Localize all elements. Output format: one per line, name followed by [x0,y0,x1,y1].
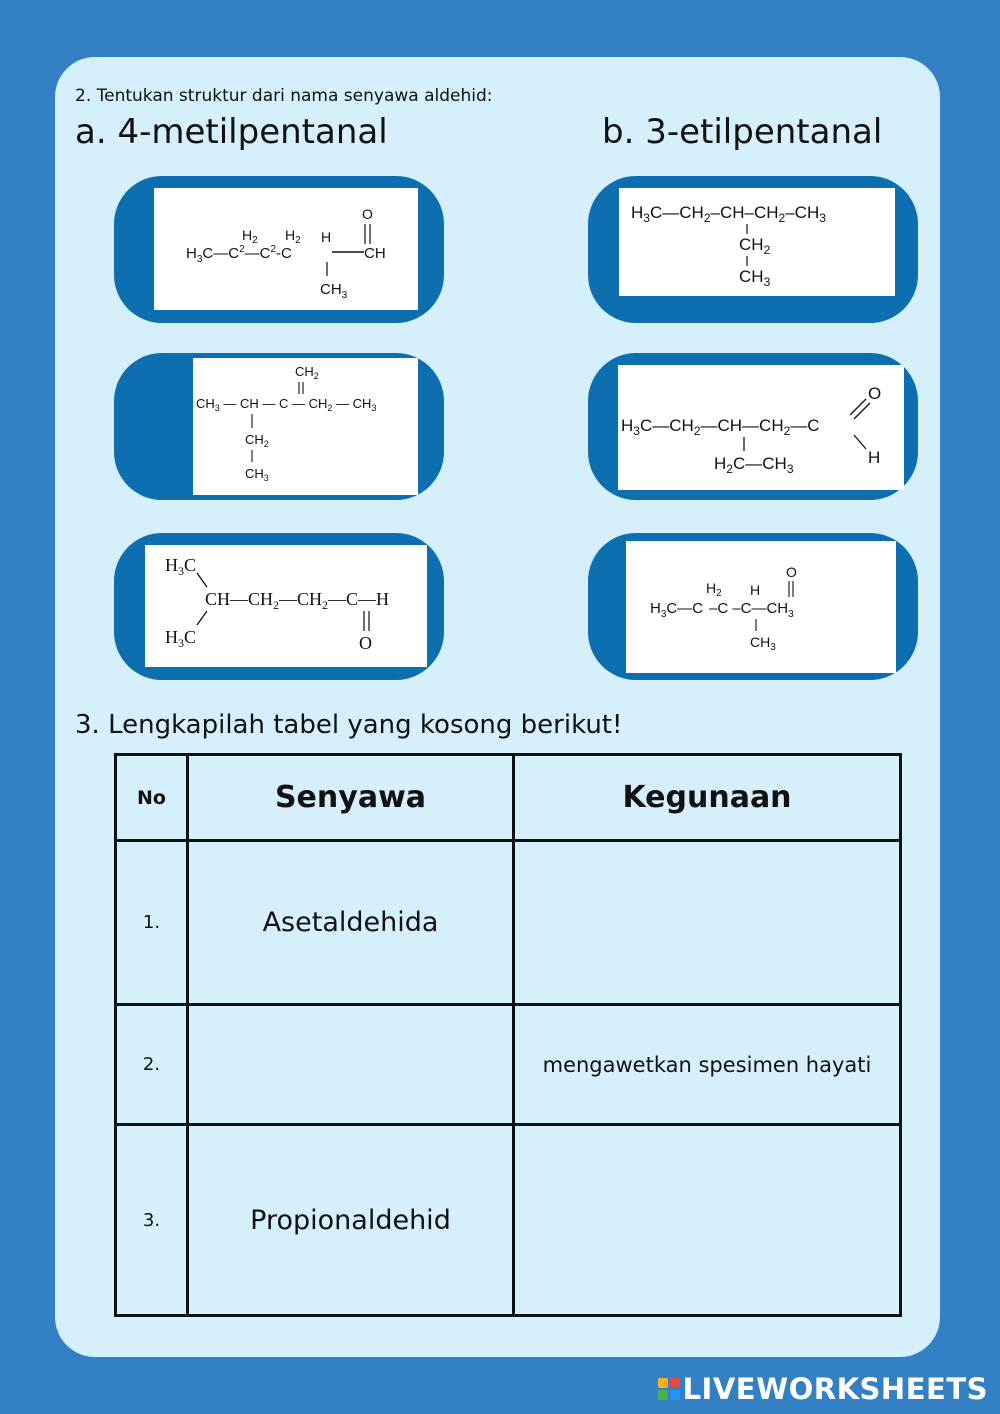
svg-text:CH2: $CH_2$ [739,235,771,257]
question-2-prompt: 2. Tentukan struktur dari nama senyawa aldehid: [75,86,493,106]
option-b3[interactable] [588,533,918,680]
structure-image [618,365,904,490]
svg-text:CH3: $CH_3$ [750,634,776,653]
svg-text:O: O [362,206,373,222]
row-number: 3. [116,1125,188,1316]
heading-b: b. 3-etilpentanal [602,112,883,152]
answer-table [114,753,902,1317]
option-a1[interactable] [114,176,444,323]
option-b2[interactable] [588,353,918,500]
svg-text:H3C—C2—C2-C: $H_3C—C^2—C^2-C$ [186,244,292,265]
senyawa-answer-field[interactable] [188,1005,514,1125]
structure-image [154,188,418,310]
senyawa-cell: Asetaldehida [188,841,514,1005]
table-row [116,1125,901,1316]
liveworksheets-logo [658,1372,988,1406]
kegunaan-answer-field[interactable] [514,1125,901,1316]
svg-text:O: O [786,564,797,580]
option-b1[interactable] [588,176,918,323]
header-senyawa: Senyawa [188,755,514,841]
question-3-prompt: 3. Lengkapilah tabel yang kosong berikut! [75,710,623,740]
svg-text:H3C—C–C–C—CH3: $H_3C—C$ –C $-C—CH_3$ [650,600,794,620]
structure-image [145,545,427,667]
option-a2[interactable] [114,353,444,500]
structure-image [619,188,895,296]
svg-text:CH2: $CH_2$ [245,432,269,449]
svg-text:H3C—CH2–CH–CH2–CH3: $H_3C—CH_2-CH-CH_2-CH_3$ [631,203,826,225]
table-header-row [116,755,901,841]
svg-text:CH2: $CH_2$ [295,364,319,381]
svg-text:H2C—CH3: $H_2C—CH_3$ [714,454,794,476]
header-kegunaan: Kegunaan [514,755,901,841]
table-row [116,841,901,1005]
heading-a: a. 4-metilpentanal [75,112,388,152]
svg-text:CH3: $CH_3$ [320,281,348,301]
option-a3[interactable] [114,533,444,680]
structure-image [626,541,896,673]
svg-text:H3C: $H_3C$ [165,555,197,578]
senyawa-cell: Propionaldehid [188,1125,514,1316]
svg-text:H2: $H_2$ [285,227,301,246]
row-number: 2. [116,1005,188,1125]
liveworksheets-icon [658,1378,680,1400]
header-no: No [116,755,188,841]
table-row [116,1005,901,1125]
svg-text:CH3: $CH_3$ [245,466,269,483]
svg-text:CH3: $CH_3$ [739,267,771,289]
svg-text:H: H [868,448,881,467]
svg-text:H2: $H_2$ [706,580,722,599]
kegunaan-cell: mengawetkan spesimen hayati [514,1005,901,1125]
svg-text:H3C—CH2—CH—CH2—C: $H_3C—CH_2—CH—CH_2—C$ [621,416,820,438]
svg-text:CH3 — CH — C — CH2 — CH3: $CH_3$ — CH — C — $CH_2$ — $CH_3$ [196,396,377,413]
svg-text:O: O [359,633,372,653]
svg-text:CH: CH [364,245,386,262]
row-number: 1. [116,841,188,1005]
brand-text: LIVEWORKSHEETS [682,1372,988,1406]
svg-text:CH—CH2—CH2—C—H: $CH—CH_2—CH_2—C—H$ [205,589,390,612]
structure-image [193,358,418,495]
svg-text:O: O [868,384,882,403]
svg-text:H2: $H_2$ [242,227,258,246]
svg-text:H: H [321,229,332,245]
svg-text:H3C: $H_3C$ [165,627,197,650]
svg-text:H: H [750,582,761,598]
kegunaan-answer-field[interactable] [514,841,901,1005]
